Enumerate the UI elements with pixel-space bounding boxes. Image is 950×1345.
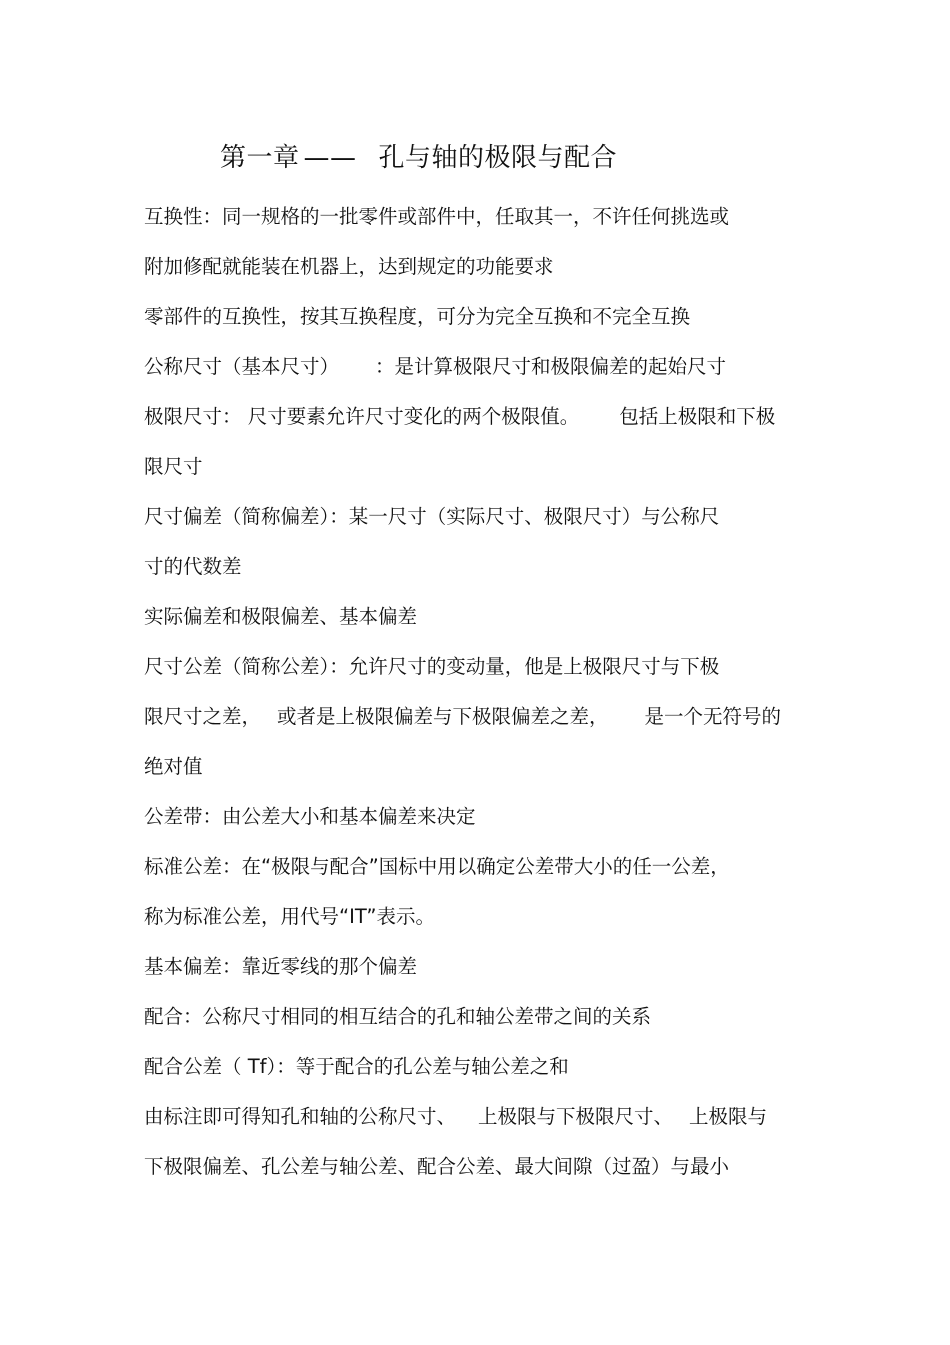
- text-line: 包括上极限和下极: [619, 405, 776, 428]
- text-line: 限尺寸之差，: [144, 705, 262, 728]
- paragraph-line: [144, 1053, 569, 1081]
- text-line: 是一个无符号的: [644, 705, 782, 728]
- text-line-fundamental-deviation: 基本偏差：靠近零线的那个偏差: [144, 955, 418, 978]
- text-line-tolerance-zone: 公差带：由公差大小和基本偏差来决定: [144, 805, 476, 828]
- text-line-size-tolerance: 尺寸公差（简称公差）：允许尺寸的变动量，他是上极限尺寸与下极: [144, 655, 720, 678]
- title-dash: ——: [303, 143, 357, 173]
- chapter-title: [220, 140, 617, 176]
- paragraph-line: [144, 503, 719, 531]
- text-line: 由标注即可得知孔和轴的公称尺寸、: [144, 1105, 457, 1128]
- chapter-label: 第一章: [220, 143, 300, 173]
- paragraph-line: [144, 1103, 767, 1131]
- paragraph-line: [144, 1003, 651, 1031]
- paragraph-line: [144, 253, 554, 281]
- text-line: 限尺寸: [144, 455, 203, 478]
- text-line: 零部件的互换性，按其互换程度，可分为完全互换和不完全互换: [144, 305, 691, 328]
- text-line: 实际偏差和极限偏差、基本偏差: [144, 605, 418, 628]
- paragraph-line: [144, 1153, 729, 1181]
- chapter-heading: 孔与轴的极限与配合: [378, 143, 618, 173]
- text-line: 或者是上极限偏差与下极限偏差之差，: [277, 705, 609, 728]
- text-line: 绝对值: [144, 755, 203, 778]
- paragraph-line: [144, 703, 781, 731]
- paragraph-line: [144, 653, 719, 681]
- text-line-nominal-size: 公称尺寸（基本尺寸）: [144, 355, 340, 378]
- text-line: 上极限与: [689, 1105, 768, 1128]
- text-line-limit-size: 极限尺寸： 尺寸要素允许尺寸变化的两个极限值。: [144, 405, 580, 428]
- paragraph-line: [144, 203, 729, 231]
- paragraph-line: [144, 303, 690, 331]
- paragraph-line: [144, 553, 242, 581]
- text-line: ：是计算极限尺寸和极限偏差的起始尺寸: [375, 355, 727, 378]
- text-line: 下极限偏差、孔公差与轴公差、配合公差、最大间隙（过盈）与最小: [144, 1155, 730, 1178]
- text-line-interchangeability: 互换性：同一规格的一批零件或部件中，任取其一，不许任何挑选或: [144, 205, 730, 228]
- text-line: 附加修配就能装在机器上，达到规定的功能要求: [144, 255, 554, 278]
- text-line-fit: 配合：公称尺寸相同的相互结合的孔和轴公差带之间的关系: [144, 1005, 652, 1028]
- text-line-size-deviation: 尺寸偏差（简称偏差）：某一尺寸（实际尺寸、极限尺寸）与公称尺: [144, 505, 720, 528]
- paragraph-line: [144, 853, 730, 881]
- paragraph-line: [144, 803, 476, 831]
- paragraph-line: [144, 603, 417, 631]
- text-line-standard-tolerance: 标准公差：在“极限与配合”国标中用以确定公差带大小的任一公差，: [144, 855, 730, 878]
- paragraph-line: [144, 353, 726, 381]
- text-line-fit-tolerance: 配合公差（ Tf）：等于配合的孔公差与轴公差之和: [144, 1055, 569, 1078]
- paragraph-line: [144, 753, 203, 781]
- paragraph-line: [144, 903, 435, 931]
- paragraph-line: [144, 953, 417, 981]
- text-line: 上极限与下极限尺寸、: [478, 1105, 674, 1128]
- paragraph-line: [144, 403, 775, 431]
- text-line: 称为标准公差，用代号“IT”表示。: [144, 905, 435, 928]
- paragraph-line: [144, 453, 203, 481]
- text-line: 寸的代数差: [144, 555, 242, 578]
